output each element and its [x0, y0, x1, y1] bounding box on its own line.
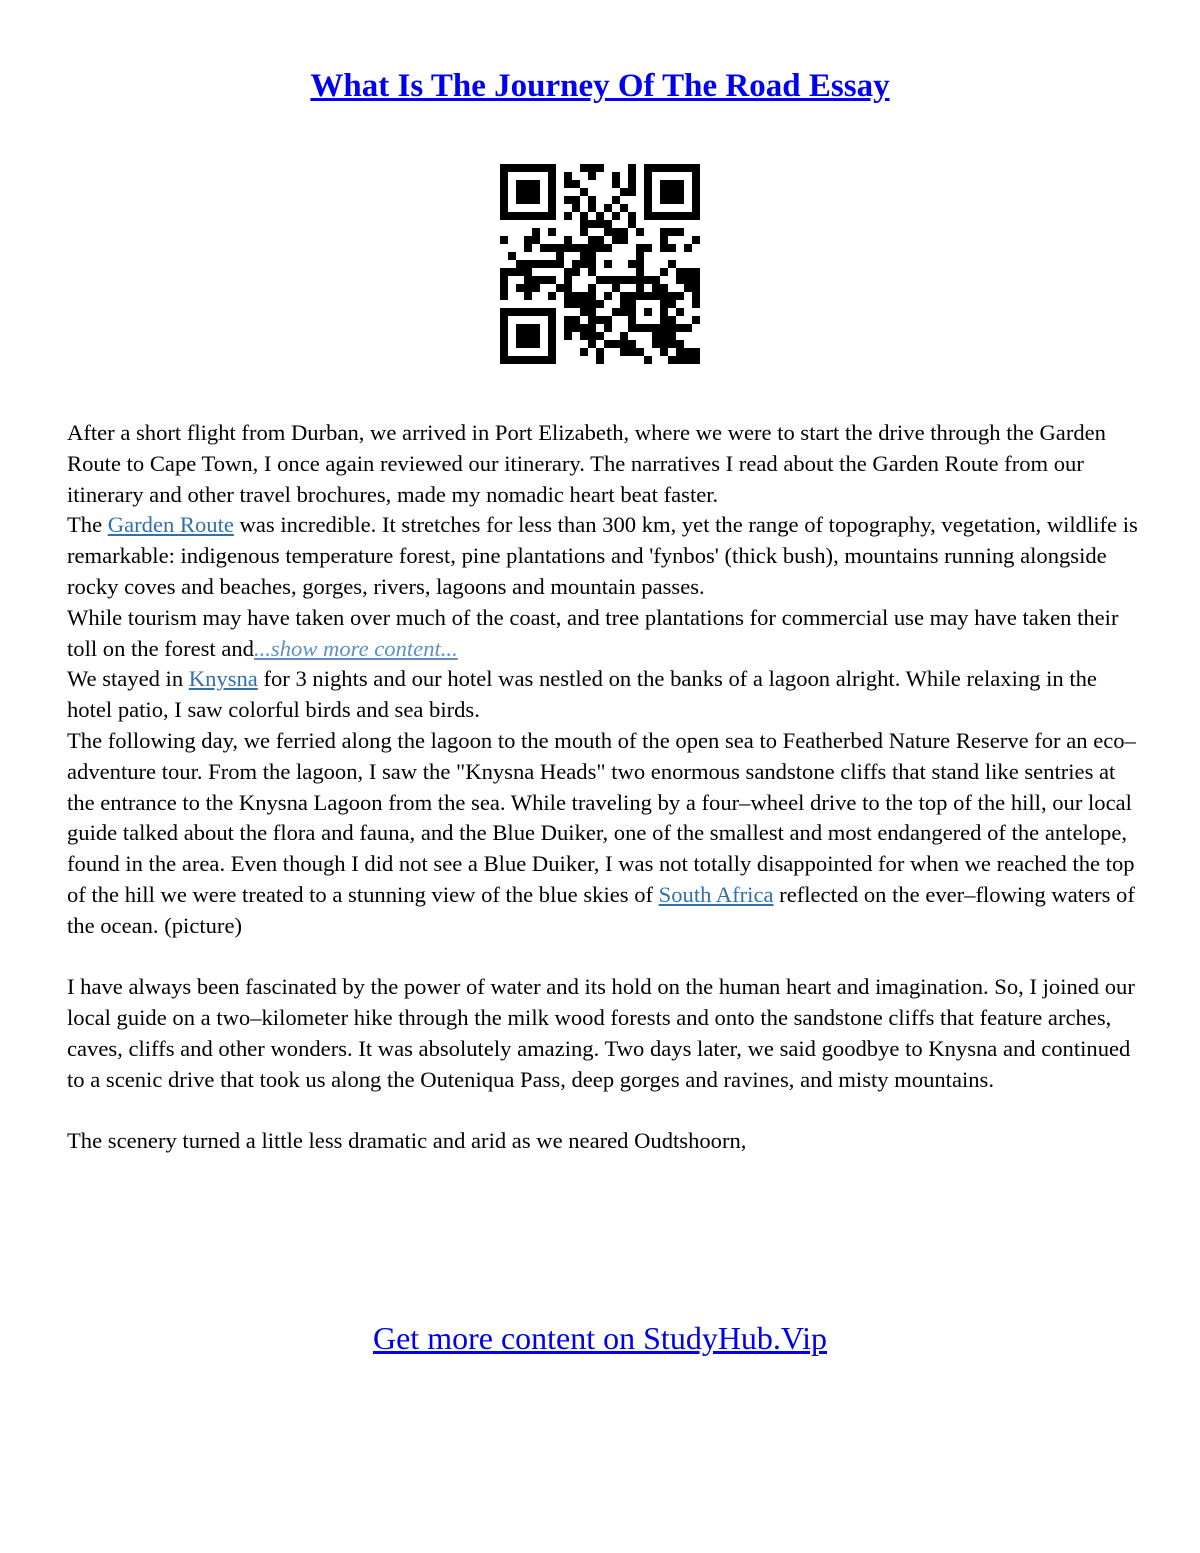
studyhub-link[interactable]: Get more content on StudyHub.Vip — [372, 1320, 827, 1356]
paragraph-5-text-after: reflected on the ever–flowing waters of the ocean. (picture) — [67, 881, 1135, 938]
essay-body — [67, 418, 1142, 1157]
show-more-content-link[interactable]: ...show more content... — [253, 635, 458, 661]
paragraph-6: I have always been fascinated by the power of water and its hold on the human heart and imagination. So, I joined our local guide on a two–kilometer hike through the milk wood forests and onto the sandstone cliffs that feature arches, caves, cliffs and other wonders. It was absolutely amazing. Two days later, we said goodbye to Knysna and continued to a scenic drive that took us along the Outeniqua Pass, deep gorges and ravines, and misty mountains. — [67, 974, 1135, 1092]
qr-code-icon — [500, 164, 700, 364]
south-africa-link[interactable]: South Africa — [658, 881, 774, 907]
paragraph-7: The scenery turned a little less dramatic and arid as we neared Oudtshoorn, — [67, 1128, 747, 1154]
paragraph-4-text-after: for 3 nights and our hotel was nestled on the banks of a lagoon alright. While relaxing in the hotel patio, I saw colorful birds and sea birds. — [67, 666, 1097, 723]
document-title[interactable]: What Is The Journey Of The Road Essay — [310, 68, 890, 104]
paragraph-4-text-before: We stayed in — [67, 666, 189, 692]
paragraph-2 — [67, 510, 1142, 602]
paragraph-1: After a short flight from Durban, we arrived in Port Elizabeth, where we were to start the drive through the Garden Route to Cape Town, I once again reviewed our itinerary. The narratives I read about the Garden Route from our itinerary and other travel brochures, made my nomadic heart beat faster. — [67, 420, 1106, 507]
knysna-link[interactable]: Knysna — [188, 666, 258, 692]
paragraph-5 — [67, 726, 1142, 942]
paragraph-2-text-before: The — [67, 512, 108, 538]
paragraph-5-text-before: The following day, we ferried along the lagoon to the mouth of the open sea to Featherbed Nature Reserve for an eco–adventure tour. From the lagoon, I saw the "Knysna Heads" two enormous sandstone cliffs that stand like sentries at the entrance to the Knysna Lagoon from the sea. While traveling by a four–wheel drive to the top of the hill, our local guide talked about the flora and fauna, and the Blue Duiker, one of the smallest and most endangered of the antelope, found in the area. Even though I did not see a Blue Duiker, I was not totally disappointed for when we reached the top of the hill we were treated to a stunning view of the blue skies of — [67, 727, 1136, 907]
paragraph-3 — [67, 603, 1142, 665]
garden-route-link[interactable]: Garden Route — [107, 512, 234, 538]
qr-code-modules — [500, 164, 700, 364]
paragraph-4 — [67, 664, 1142, 726]
paragraph-3-text: While tourism may have taken over much of the coast, and tree plantations for commercial use may have taken their toll on the forest and — [67, 604, 1119, 661]
paragraph-2-text-after: was incredible. It stretches for less than 300 km, yet the range of topography, vegetation, wildlife is remarkable: indigenous temperature forest, pine plantations and 'fynbos' (thick bush), mountains running alongside rocky coves and beaches, gorges, rivers, lagoons and mountain passes. — [67, 512, 1138, 599]
